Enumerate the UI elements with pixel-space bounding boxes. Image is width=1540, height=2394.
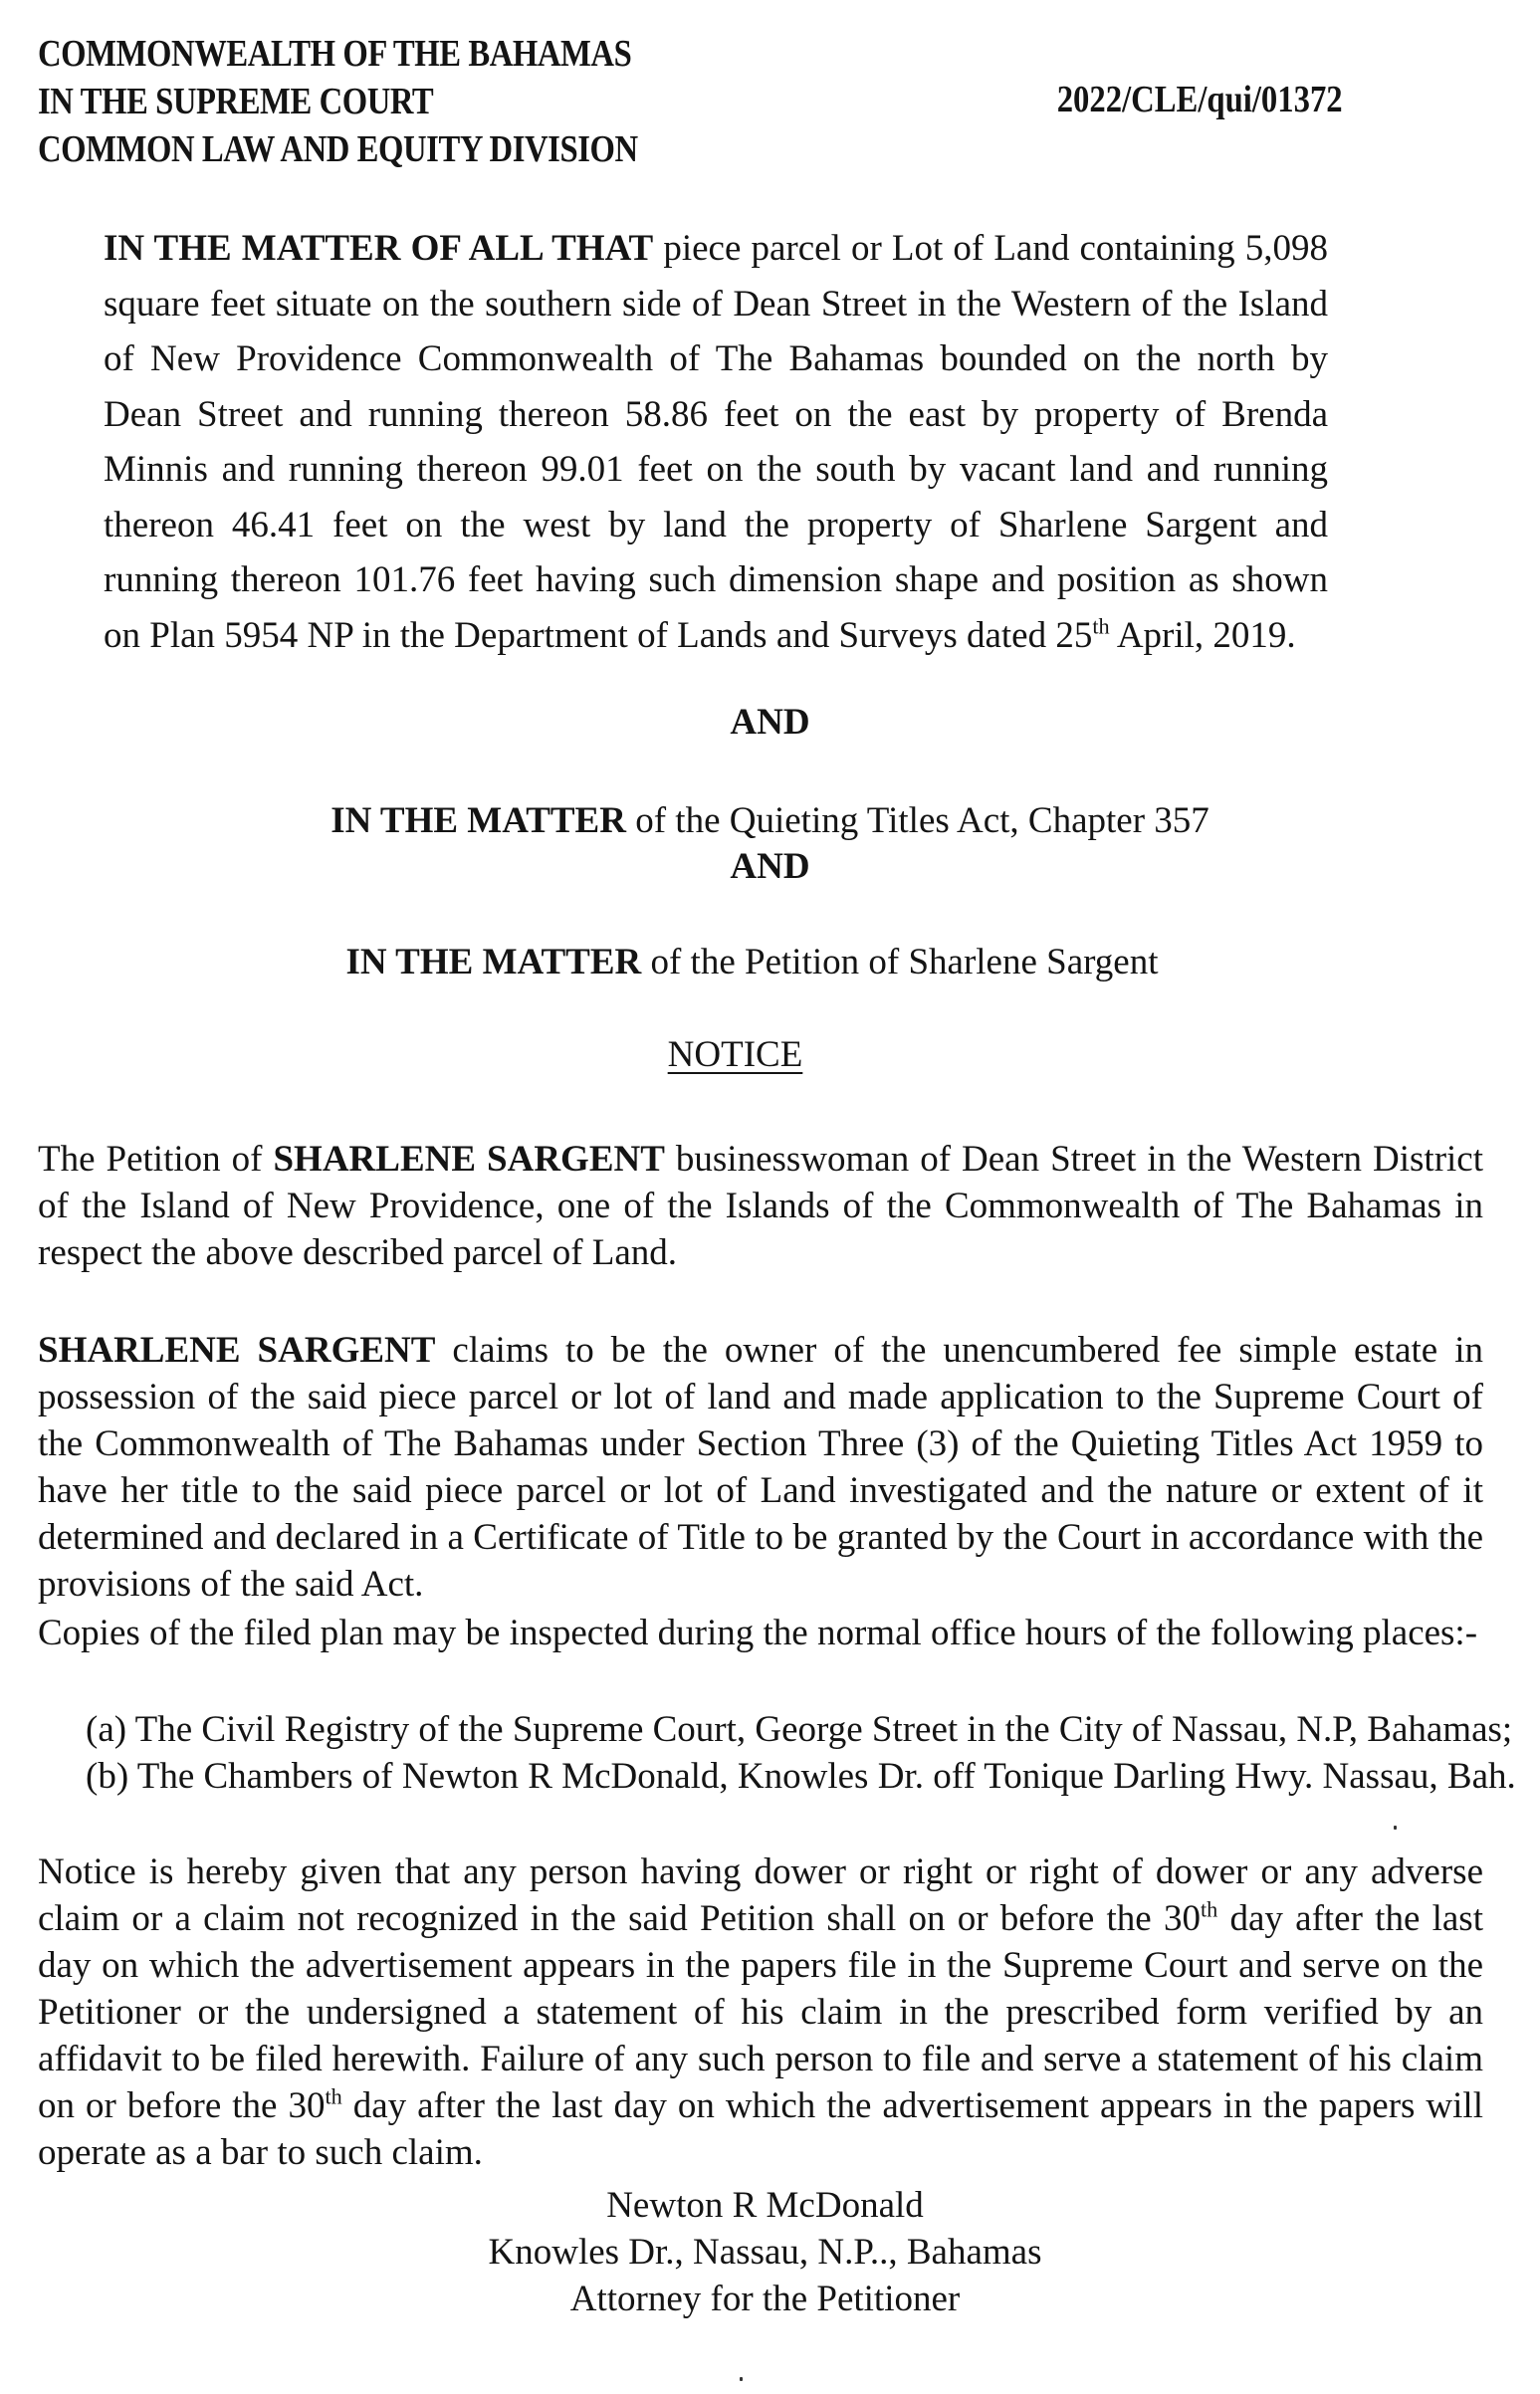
copies-paragraph: Copies of the filed plan may be inspected during the normal office hours of the following places:- xyxy=(38,1613,1478,1653)
claim-paragraph xyxy=(38,1327,1483,1608)
matter-land-date-tail: April, 2019. xyxy=(1109,614,1296,656)
notice-sup-2: th xyxy=(325,2083,342,2109)
signature-block xyxy=(0,2182,1540,2322)
petition-paragraph xyxy=(38,1136,1483,1276)
matter-act xyxy=(0,799,1540,843)
place-civil-registry: (a) The Civil Registry of the Supreme Court, George Street in the City of Nassau, N.P, Bahamas; xyxy=(86,1709,1513,1750)
attorney-name: Newton R McDonald xyxy=(606,2185,924,2226)
scan-speck xyxy=(1394,1826,1397,1830)
matter-act-lead: IN THE MATTER xyxy=(330,800,626,841)
matter-act-text: of the Quieting Titles Act, Chapter 357 xyxy=(625,800,1210,841)
attorney-role: Attorney for the Petitioner xyxy=(569,2279,961,2319)
inspection-places-list xyxy=(86,1706,1516,1800)
matter-petition-lead: IN THE MATTER xyxy=(345,942,642,982)
and-1-text: AND xyxy=(730,702,810,743)
matter-land-date-sup: th xyxy=(1092,613,1110,639)
matter-land-text: piece parcel or Lot of Land containing 5,098 square feet situate on the southern side of Dean Street in the Western of the Island of New Providence Commonwealth of The Bahamas bounded on the north by Dean Street and running thereon 58.86 feet on the east by property of Brenda Minnis and running thereon 99.01 feet on the south by vacant land and running thereon 46.41 feet on the west by land the property of Sharlene Sargent and running thereon 101.76 feet having such dimension shape and position as shown on Plan 5954 NP in the Department of Lands and Surveys dated 25 xyxy=(104,228,1328,656)
scan-speck-bottom xyxy=(740,2377,743,2381)
case-number: 2022/CLE/qui/01372 xyxy=(1057,79,1343,120)
and-separator-1 xyxy=(0,701,1540,745)
notice-heading: NOTICE xyxy=(667,1034,803,1075)
matter-land-lead: IN THE MATTER OF ALL THAT xyxy=(104,228,654,269)
notice-sup-1: th xyxy=(1200,1896,1218,1922)
notice-part-3: day after the last day on which the advertisement appears in the papers will operate as a bar to such claim. xyxy=(38,2085,1483,2173)
petition-after: businesswoman of Dean Street in the Western District of the Island of New Providence, one of the Islands of the Commonwealth of The Bahamas in respect the above described parcel of Land. xyxy=(38,1139,1483,1273)
claimant-name: SHARLENE SARGENT xyxy=(38,1330,436,1371)
and-separator-2 xyxy=(0,845,1540,889)
place-chambers: (b) The Chambers of Newton R McDonald, Knowles Dr. off Tonique Darling Hwy. Nassau, Bah. xyxy=(86,1756,1516,1797)
petitioner-name: SHARLENE SARGENT xyxy=(273,1139,665,1180)
and-2-text: AND xyxy=(730,846,810,887)
court-line-division: COMMON LAW AND EQUITY DIVISION xyxy=(38,128,638,170)
attorney-address: Knowles Dr., Nassau, N.P.., Bahamas xyxy=(488,2232,1042,2273)
matter-petition xyxy=(0,941,1522,984)
claim-text: claims to be the owner of the unencumbered fee simple estate in possession of the said piece parcel or lot of land and made application to the Supreme Court of the Commonwealth of The Bahamas under Section Three (3) of the Quieting Titles Act 1959 to have her title to the said piece parcel or lot of Land investigated and the nature or extent of it determined and declared in a Certificate of Title to be granted by the Court in accordance with the provisions of the said Act. xyxy=(38,1330,1483,1605)
notice-part-2: day after the last day on which the advertisement appears in the papers file in the Supreme Court and serve on the Petitioner or the undersigned a statement of his claim in the prescribed form verified by an affidavit to be filed herewith. Failure of any such person to file and serve a statement of his claim on or before the 30 xyxy=(38,1898,1483,2126)
notice-part-1: Notice is hereby given that any person having dower or right or right of dower or any adverse claim or a claim not recognized in the said Petition shall on or before the 30 xyxy=(38,1851,1483,1939)
notice-paragraph xyxy=(38,1849,1483,2176)
petition-before: The Petition of xyxy=(38,1139,274,1180)
court-line-supreme-court: IN THE SUPREME COURT xyxy=(38,81,434,122)
notice-heading-row xyxy=(0,1033,1505,1077)
court-line-commonwealth: COMMONWEALTH OF THE BAHAMAS xyxy=(38,33,632,75)
matter-land-description xyxy=(104,221,1328,663)
court-header xyxy=(38,30,638,173)
matter-petition-text: of the Petition of Sharlene Sargent xyxy=(641,942,1159,982)
